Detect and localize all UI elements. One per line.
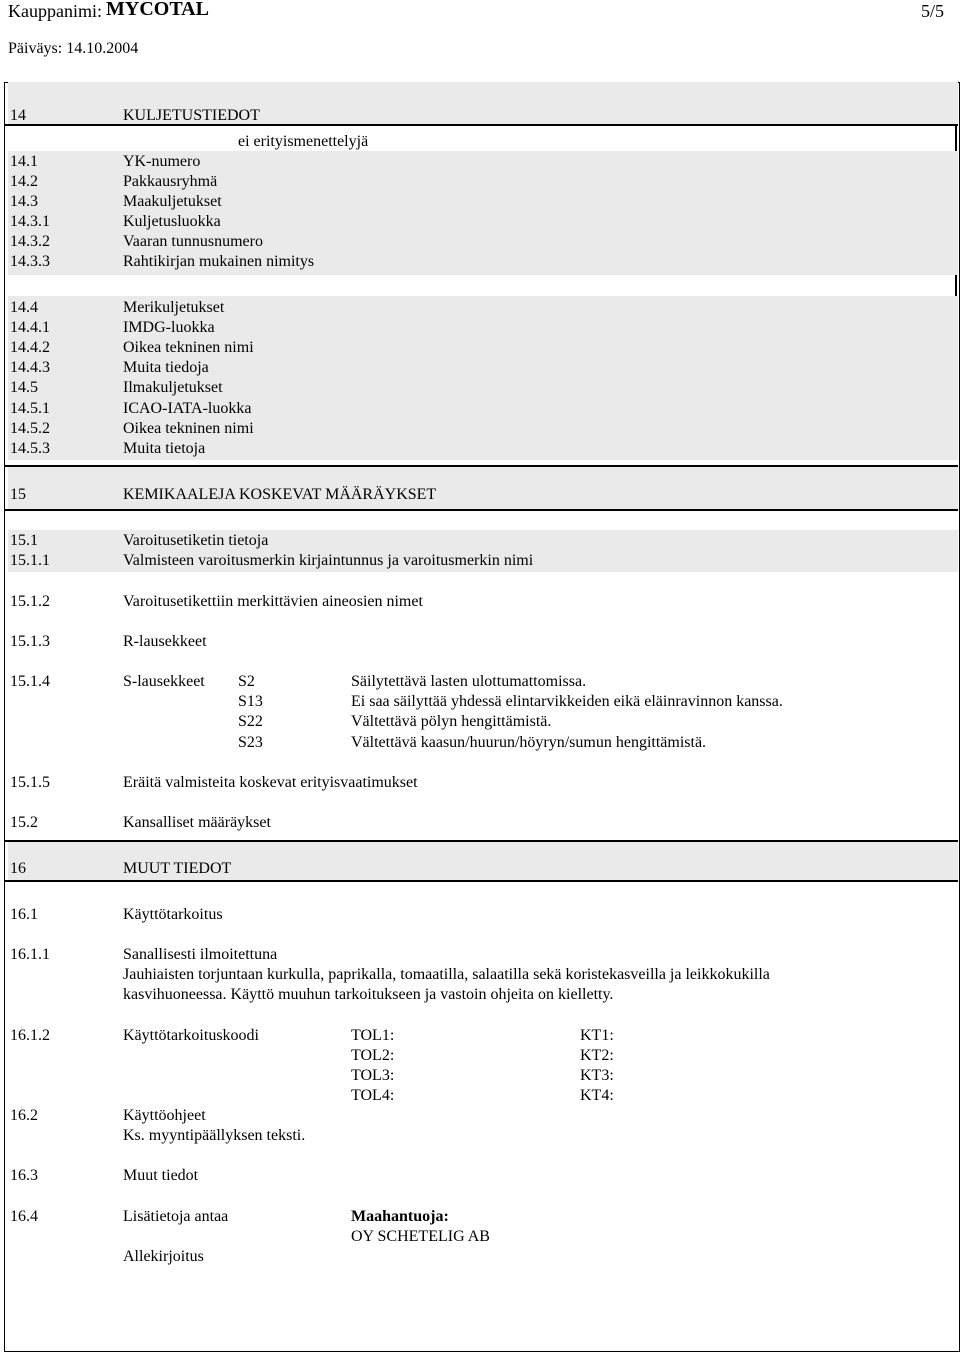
page-number: 5/5 (921, 1, 945, 21)
section-15-top-rule (4, 465, 958, 467)
row-16-4-number: 16.4 (10, 1208, 38, 1225)
row-15-1-number: 15.1 (10, 532, 38, 549)
row-14-1-label: YK-numero (123, 153, 201, 170)
row-14-3-label: Maakuljetukset (123, 193, 222, 210)
s-phrase-code: S2 (238, 673, 255, 690)
row-14-3-number: 14.3 (10, 193, 38, 210)
row-14-4-1-number: 14.4.1 (10, 319, 50, 336)
s-phrase-code: S22 (238, 713, 263, 730)
row-15-1-1-number: 15.1.1 (10, 552, 50, 569)
row-14-3-2-number: 14.3.2 (10, 233, 50, 250)
row-14-5-3-label: Muita tietoja (123, 440, 206, 457)
row-14-5-1-label: ICAO-IATA-luokka (123, 400, 252, 417)
s-phrase-text: Vältettävä pölyn hengittämistä. (351, 713, 552, 730)
usage-description-line-2: kasvihuoneessa. Käyttö muuhun tarkoitukseen ja vastoin ohjeita on kielletty. (123, 986, 614, 1003)
row-14-5-2-number: 14.5.2 (10, 420, 50, 437)
kt-code: KT2: (580, 1047, 614, 1064)
row-16-1-number: 16.1 (10, 906, 38, 923)
tol-code: TOL1: (351, 1027, 395, 1044)
row-16-3-number: 16.3 (10, 1167, 38, 1184)
s-phrase-code: S23 (238, 734, 263, 751)
row-15-1-4-number: 15.1.4 (10, 673, 50, 690)
row-14-4-3-number: 14.4.3 (10, 359, 50, 376)
importer-name: OY SCHETELIG AB (351, 1228, 490, 1245)
kt-code: KT3: (580, 1067, 614, 1084)
row-14-2-label: Pakkausryhmä (123, 173, 218, 190)
row-14-1-number: 14.1 (10, 153, 38, 170)
row-16-2-number: 16.2 (10, 1107, 38, 1124)
row-16-1-2-number: 16.1.2 (10, 1027, 50, 1044)
transport-note: ei erityismenettelyjä (238, 133, 369, 150)
s-phrase-code: S13 (238, 693, 263, 710)
row-14-5-label: Ilmakuljetukset (123, 379, 223, 396)
row-15-1-label: Varoitusetiketin tietoja (123, 532, 269, 549)
usage-description-line-1: Jauhiaisten torjuntaan kurkulla, paprikalla, tomaatilla, salaatilla sekä koristekasveilla ja leikkokukilla (123, 966, 770, 983)
section-14-number: 14 (10, 107, 26, 124)
row-14-3-3-label: Rahtikirjan mukainen nimitys (123, 253, 315, 270)
section-16-number: 16 (10, 860, 26, 877)
row-14-5-number: 14.5 (10, 379, 38, 396)
row-14-4-number: 14.4 (10, 299, 38, 316)
row-16-4-label: Lisätietoja antaa (123, 1208, 229, 1225)
section-15-rule (4, 509, 958, 511)
row-15-1-5-number: 15.1.5 (10, 774, 50, 791)
row-14-5-2-label: Oikea tekninen nimi (123, 420, 254, 437)
row-14-3-1-number: 14.3.1 (10, 213, 50, 230)
row-14-4-1-label: IMDG-luokka (123, 319, 215, 336)
row-15-2-number: 15.2 (10, 814, 38, 831)
kt-code: KT4: (580, 1087, 614, 1104)
kt-code: KT1: (580, 1027, 614, 1044)
signature-label: Allekirjoitus (123, 1248, 204, 1265)
row-16-2-label: Käyttöohjeet (123, 1107, 206, 1124)
row-14-4-2-number: 14.4.2 (10, 339, 50, 356)
row-14-4-label: Merikuljetukset (123, 299, 225, 316)
row-15-1-5-label: Eräitä valmisteita koskevat erityisvaatimukset (123, 774, 418, 791)
section-15-title: KEMIKAALEJA KOSKEVAT MÄÄRÄYKSET (123, 486, 437, 503)
tol-code: TOL2: (351, 1047, 395, 1064)
row-15-1-3-label: R-lausekkeet (123, 633, 207, 650)
row-16-1-label: Käyttötarkoitus (123, 906, 223, 923)
tol-code: TOL3: (351, 1067, 395, 1084)
trade-name-label: Kauppanimi: (8, 1, 102, 21)
row-16-1-2-label: Käyttötarkoituskoodi (123, 1027, 259, 1044)
row-15-1-2-label: Varoitusetikettiin merkittävien aineosien nimet (123, 593, 423, 610)
row-14-4-2-label: Oikea tekninen nimi (123, 339, 254, 356)
row-16-3-label: Muut tiedot (123, 1167, 199, 1184)
row-14-3-2-label: Vaaran tunnusnumero (123, 233, 263, 250)
document-date: Päiväys: 14.10.2004 (8, 40, 139, 57)
row-14-3-3-number: 14.3.3 (10, 253, 50, 270)
section-16-top-rule (4, 840, 958, 842)
importer-label: Maahantuoja: (351, 1208, 449, 1225)
tol-code: TOL4: (351, 1087, 395, 1104)
row-15-1-4-label: S-lausekkeet (123, 673, 205, 690)
row-15-1-1-label: Valmisteen varoitusmerkin kirjaintunnus ja varoitusmerkin nimi (123, 552, 534, 569)
section-16-title: MUUT TIEDOT (123, 860, 232, 877)
row-16-1-1-number: 16.1.1 (10, 946, 50, 963)
s-phrase-text: Säilytettävä lasten ulottumattomissa. (351, 673, 587, 690)
row-15-1-2-number: 15.1.2 (10, 593, 50, 610)
row-15-1-3-number: 15.1.3 (10, 633, 50, 650)
row-15-2-label: Kansalliset määräykset (123, 814, 271, 831)
s-phrase-text: Vältettävä kaasun/huurun/höyryn/sumun hengittämistä. (351, 734, 707, 751)
instructions-text: Ks. myyntipäällyksen teksti. (123, 1127, 306, 1144)
product-name: MYCOTAL (106, 0, 209, 20)
row-14-2-number: 14.2 (10, 173, 38, 190)
row-14-4-3-label: Muita tiedoja (123, 359, 209, 376)
row-14-5-1-number: 14.5.1 (10, 400, 50, 417)
row-14-5-3-number: 14.5.3 (10, 440, 50, 457)
section-16-rule (4, 880, 958, 882)
section-15-number: 15 (10, 486, 26, 503)
section-14-title: KULJETUSTIEDOT (123, 107, 260, 124)
s-phrase-text: Ei saa säilyttää yhdessä elintarvikkeiden eikä eläinravinnon kanssa. (351, 693, 783, 710)
row-14-3-1-label: Kuljetusluokka (123, 213, 221, 230)
row-16-1-1-label: Sanallisesti ilmoitettuna (123, 946, 278, 963)
